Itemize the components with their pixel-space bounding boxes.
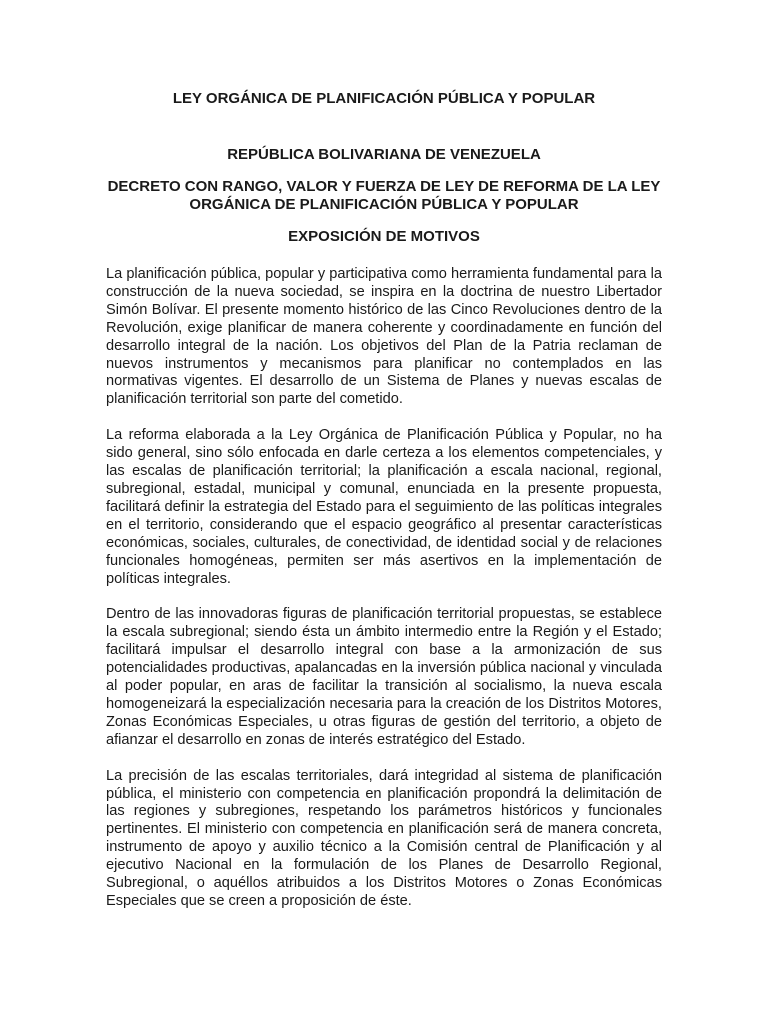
republic-heading: REPÚBLICA BOLIVARIANA DE VENEZUELA (227, 146, 541, 163)
paragraph: La reforma elaborada a la Ley Orgánica de Planificación Pública y Popular, no ha sido general, sino sólo enfocada en darle certeza a los elementos competenciales, y las escalas de planificación territorial; la planificación a escala nacional, regional, subregional, estadal, municipal y comunal, enunciada en la presente propuesta, facilitará definir la estrategia del Estado para el seguimiento de las políticas integrales en el territorio, considerando que el espacio geográfico al presentar características económicas, sociales, culturales, de conectividad, de identidad social y de relaciones funcionales homogéneas, permiten ser más asertivos en la implementación de políticas integrales. (106, 427, 662, 587)
document-title: LEY ORGÁNICA DE PLANIFICACIÓN PÚBLICA Y POPULAR (172, 90, 596, 107)
paragraph: La planificación pública, popular y participativa como herramienta fundamental para la construcción de la nueva sociedad, se inspira en la doctrina de nuestro Libertador Simón Bolívar. El presente momento histórico de las Cinco Revoluciones dentro de la Revolución, exige planificar de manera coherente y coordinadamente en función del desarrollo integral de la nación. Los objetivos del Plan de la Patria reclaman de nuevos instrumentos y mecanismos para planificar no contemplados en las normativas vigentes. El desarrollo de un Sistema de Planes y nuevas escalas de planificación territorial son parte del cometido. (106, 266, 662, 408)
section-heading: EXPOSICIÓN DE MOTIVOS (288, 228, 480, 245)
paragraph: La precisión de las escalas territoriales, dará integridad al sistema de planificación pública, el ministerio con competencia en planificación propondrá la delimitación de las regiones y subregiones, respetando los parámetros históricos y funcionales pertinentes. El ministerio con competencia en planificación será de manera concreta, instrumento de apoyo y auxilio técnico a la Comisión central de Planificación y al ejecutivo Nacional en la formulación de los Planes de Desarrollo Regional, Subregional, o aquéllos atribuidos a los Distritos Motores o Zonas Económicas Especiales que se creen a proposición de éste. (106, 767, 662, 909)
paragraph: Dentro de las innovadoras figuras de planificación territorial propuestas, se establece la escala subregional; siendo ésta un ámbito intermedio entre la Región y el Estado; facilitará impulsar el desarrollo integral con base a la armonización de sus potencialidades productivas, apalancadas en la inversión pública nacional y vinculada al poder popular, en aras de facilitar la transición al socialismo, la nueva escala homogeneizará la especialización necesaria para la creación de los Distritos Motores, Zonas Económicas Especiales, u otras figuras de gestión del territorio, a objeto de afianzar el desarrollo en zonas de interés estratégico del Estado. (106, 606, 662, 748)
document-page (106, 90, 662, 911)
decree-heading: DECRETO CON RANGO, VALOR Y FUERZA DE LEY DE REFORMA DE LA LEY ORGÁNICA DE PLANIFICACIÓN PÚBLICA Y POPULAR (107, 178, 661, 213)
